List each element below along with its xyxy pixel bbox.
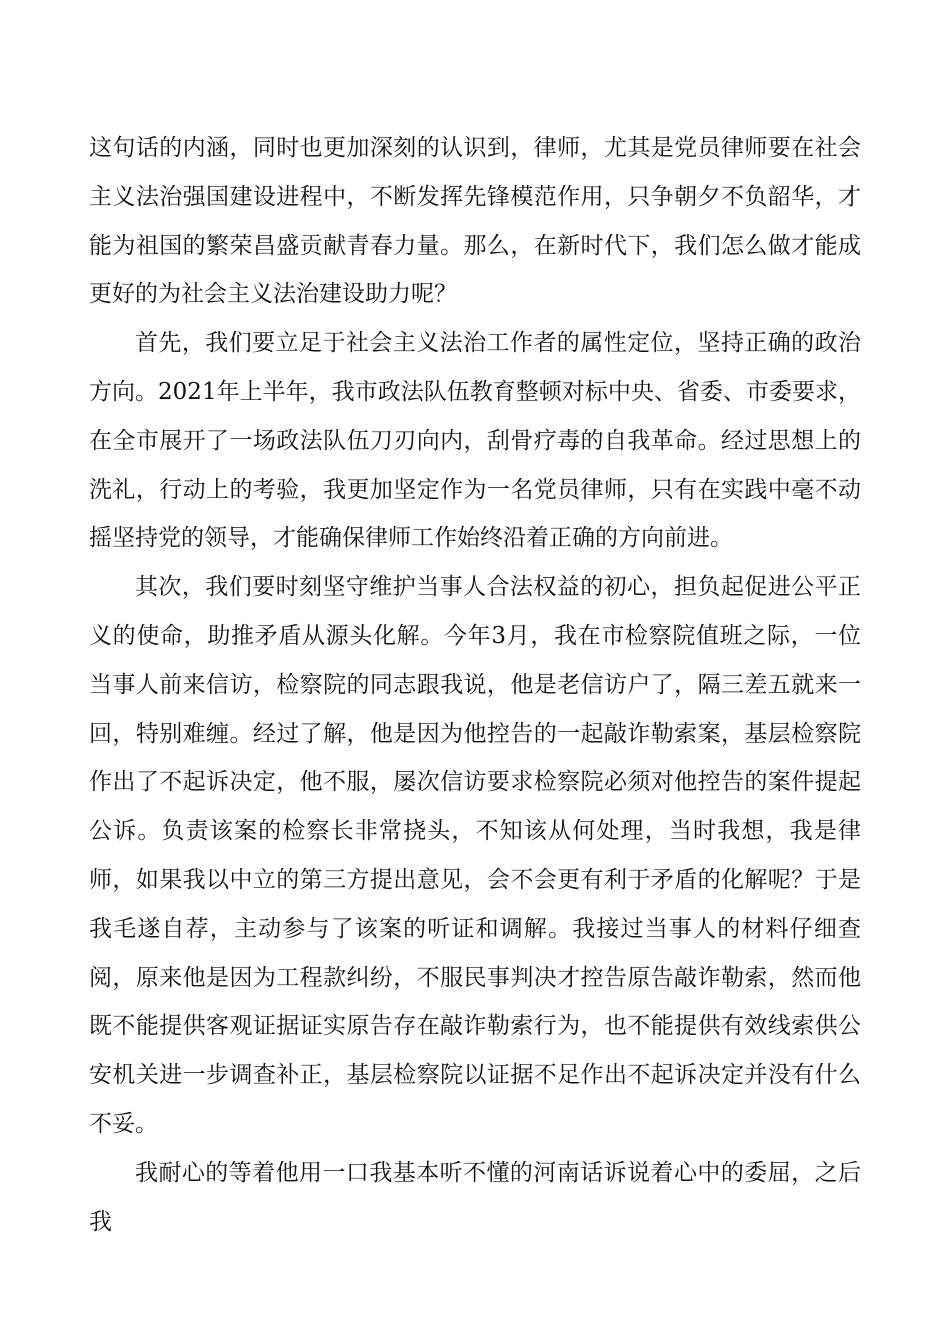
paragraph-petitioner-dialogue: 我耐心的等着他用一口我基本听不懂的河南话诉说着心中的委屈，之后我	[89, 1159, 861, 1235]
document-body	[89, 124, 861, 1246]
paragraph-client-rights: 其次，我们要时刻坚守维护当事人合法权益的初心，担负起促进公平正义的使命，助推矛盾从源头化解。今年3月，我在市检察院值班之际，一位当事人前来信访，检察院的同志跟我说，他是老信访户了，隔三差五就来一回，特别难缠。经过了解，他是因为他控告的一起敲诈勒索案，基层检察院作出了不起诉决定，他不服，屡次信访要求检察院必须对他控告的案件提起公诉。负责该案的检察长非常挠头，不知该从何处理，当时我想，我是律师，如果我以中立的第三方提出意见，会不会更有利于矛盾的化解呢？于是我毛遂自荐，主动参与了该案的听证和调解。我接过当事人的材料仔细查阅，原来他是因为工程款纠纷，不服民事判决才控告原告敲诈勒索，然而他既不能提供客观证据证实原告存在敲诈勒索行为，也不能提供有效线索供公安机关进一步调查补正，基层检察院以证据不足作出不起诉决定并没有什么不妥。	[89, 574, 861, 1137]
paragraph-continuation: 这句话的内涵，同时也更加深刻的认识到，律师，尤其是党员律师要在社会主义法治强国建设进程中，不断发挥先锋模范作用，只争朝夕不负韶华，才能为祖国的繁荣昌盛贡献青春力量。那么，在新时代下，我们怎么做才能成更好的为社会主义法治建设助力呢？	[89, 135, 861, 308]
paragraph-political-direction: 首先，我们要立足于社会主义法治工作者的属性定位，坚持正确的政治方向。2021年上半年，我市政法队伍教育整顿对标中央、省委、市委要求，在全市展开了一场政法队伍刀刃向内，刮骨疗毒的自我革命。经过思想上的洗礼，行动上的考验，我更加坚定作为一名党员律师，只有在实践中毫不动摇坚持党的领导，才能确保律师工作始终沿着正确的方向前进。	[89, 330, 861, 552]
